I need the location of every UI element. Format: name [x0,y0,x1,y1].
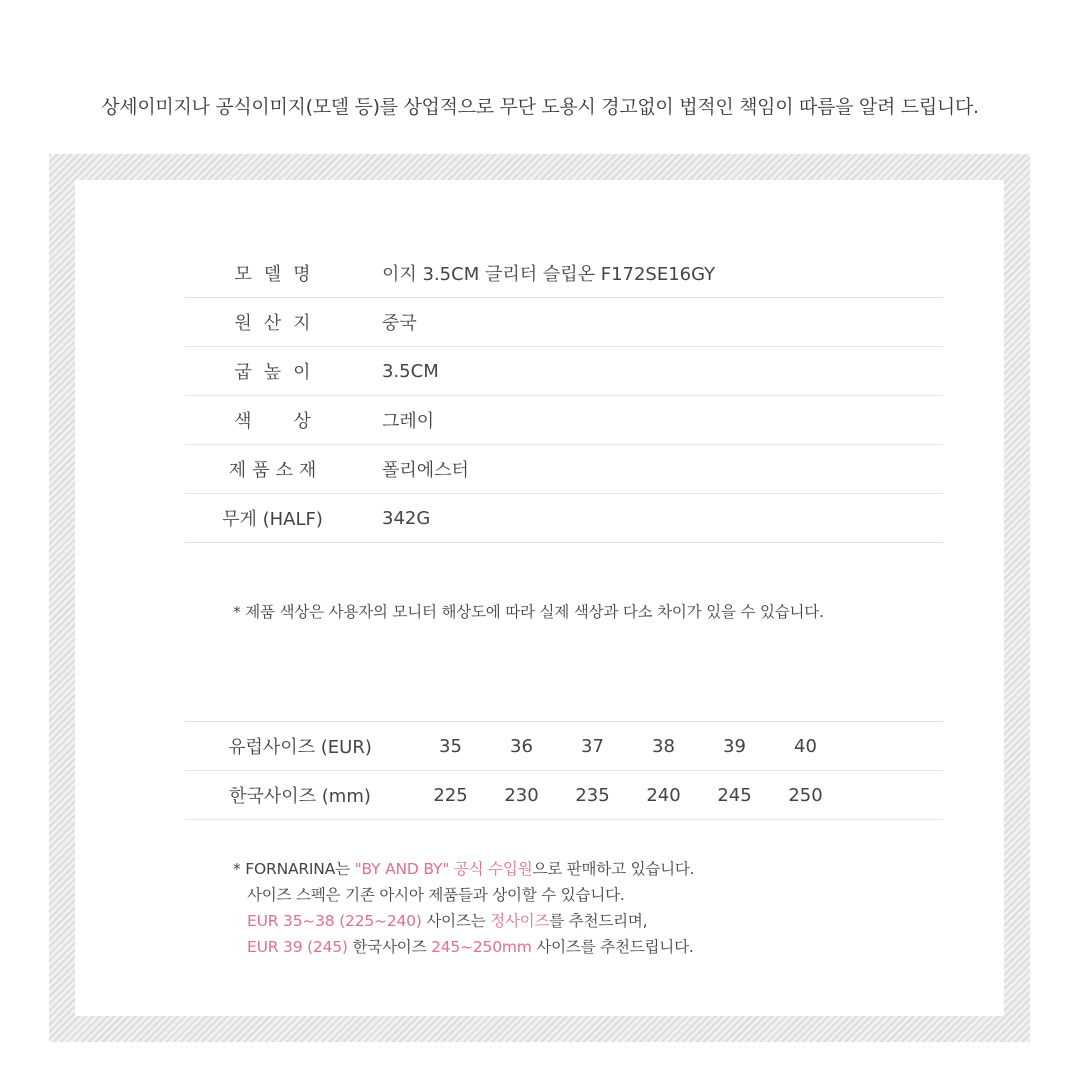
size-cell: 39 [699,722,770,771]
size-cell: 230 [486,771,557,820]
size-note-line: EUR 39 (245) 한국사이즈 245~250mm 사이즈를 추천드립니다. [247,938,694,956]
spec-row-origin [185,298,943,347]
spec-value: 중국 [360,298,943,347]
size-note-line: EUR 35~38 (225~240) 사이즈는 정사이즈를 추천드리며, [247,912,648,930]
spec-row-heel [185,347,943,396]
spec-label: 무게 (HALF) [222,509,323,530]
size-cell: 40 [770,722,841,771]
size-note-line: 사이즈 스펙은 기존 아시아 제품들과 상이할 수 있습니다. [247,886,625,904]
spec-row-weight [185,494,943,543]
size-cell: 240 [628,771,699,820]
size-row-eur [185,722,943,771]
copyright-notice: 상세이미지나 공식이미지(모델 등)를 상업적으로 무단 도용시 경고없이 법적인 책임이 따름을 알려 드립니다. [101,96,979,118]
size-note-line: * FORNARINA는 "BY AND BY" 공식 수입원으로 판매하고 있습니다. [233,860,695,878]
spec-row-color [185,396,943,445]
size-label: 유럽사이즈 (EUR) [185,722,415,771]
size-cell: 245 [699,771,770,820]
color-disclaimer: * 제품 색상은 사용자의 모니터 해상도에 따라 실제 색상과 다소 차이가 있을 수 있습니다. [233,603,824,621]
info-frame [49,154,1030,1042]
spec-value: 3.5CM [360,347,943,396]
size-cell: 36 [486,722,557,771]
spec-value: 그레이 [360,396,943,445]
size-label: 한국사이즈 (mm) [185,771,415,820]
spec-value: 폴리에스터 [360,445,943,494]
info-panel [75,180,1004,1016]
importer-highlight: "BY AND BY" 공식 수입원 [354,860,533,878]
spec-label: 제품소재 [228,460,323,481]
spec-row-model [185,249,943,298]
spec-value: 342G [360,494,943,543]
spec-label: 굽높이 [234,362,323,383]
spec-label: 모델명 [234,264,323,285]
size-cell: 35 [415,722,486,771]
size-table [185,721,943,820]
size-cell: 235 [557,771,628,820]
size-row-kr [185,771,943,820]
size-cell: 225 [415,771,486,820]
size-notes [233,856,694,960]
spec-label: 원산지 [234,313,323,334]
spec-value: 이지 3.5CM 글리터 슬립온 F172SE16GY [360,249,943,298]
spec-row-material [185,445,943,494]
spec-label: 색상 [234,411,353,432]
size-cell: 37 [557,722,628,771]
size-cell: 250 [770,771,841,820]
size-cell: 38 [628,722,699,771]
spec-table [185,249,943,543]
